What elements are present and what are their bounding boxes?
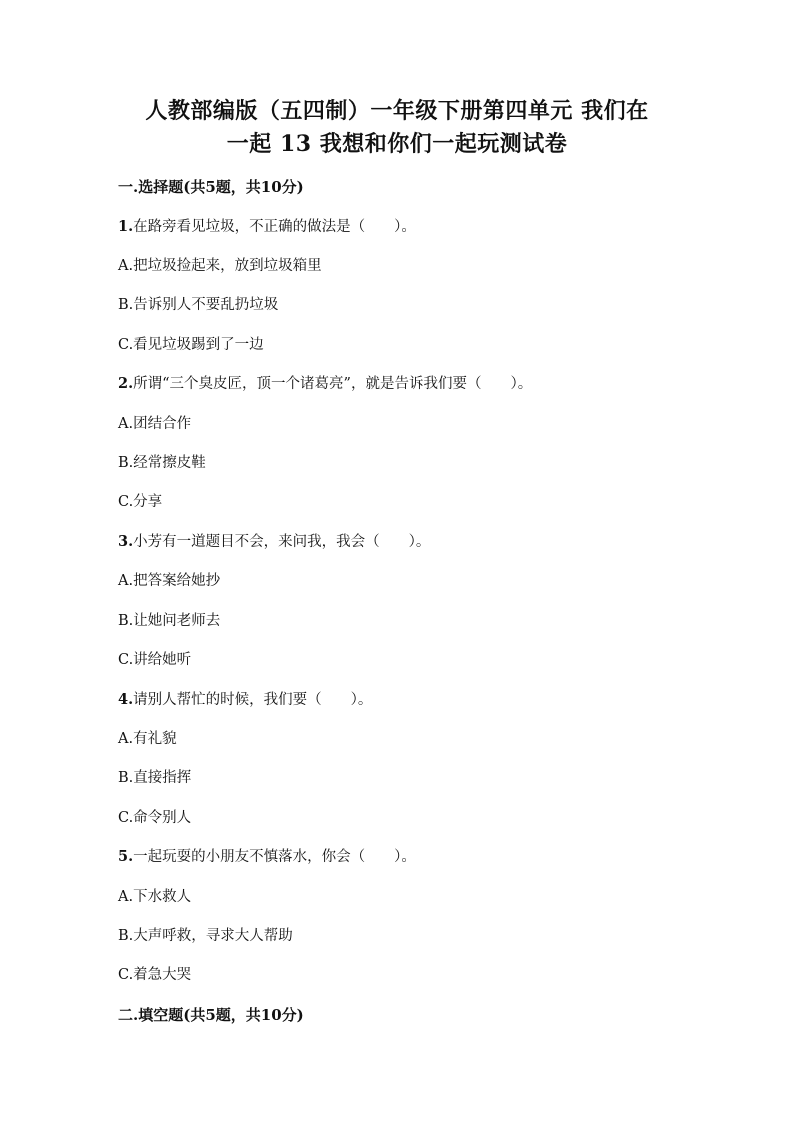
question-4-option-b: B.直接指挥	[118, 770, 192, 786]
question-4	[118, 690, 372, 710]
question-4-option-a: A.有礼貌	[118, 731, 177, 747]
question-text: 请别人帮忙的时候，我们要（ ）。	[133, 692, 373, 708]
section-heading-multiple-choice: 一.选择题(共5题，共10分)	[118, 178, 304, 196]
question-5-option-a: A.下水救人	[118, 889, 192, 905]
question-2-option-a: A.团结合作	[118, 416, 192, 432]
question-3-option-b: B.让她问老师去	[118, 613, 221, 629]
document-title-line-1: 人教部编版（五四制）一年级下册第四单元 我们在	[145, 98, 649, 124]
question-1-option-a: A.把垃圾捡起来，放到垃圾箱里	[118, 258, 322, 274]
question-text: 在路旁看见垃圾，不正确的做法是（ ）。	[133, 219, 416, 235]
question-text: 所谓“三个臭皮匠，顶一个诸葛亮”，就是告诉我们要（ ）。	[133, 376, 533, 392]
question-number: 3.	[118, 533, 134, 550]
question-1-option-b: B.告诉别人不要乱扔垃圾	[118, 297, 279, 313]
question-1	[118, 217, 416, 237]
question-3-option-c: C.讲给她听	[118, 652, 192, 668]
section-heading-fill-in-blank: 二.填空题(共5题，共10分)	[118, 1006, 304, 1024]
question-4-option-c: C.命令别人	[118, 810, 192, 826]
question-text: 一起玩耍的小朋友不慎落水，你会（ ）。	[133, 849, 416, 865]
question-3	[118, 532, 430, 552]
question-number: 4.	[118, 691, 134, 708]
question-5	[118, 847, 416, 867]
document-title-line-2: 一起 13 我想和你们一起玩测试卷	[226, 131, 568, 157]
question-number: 2.	[118, 375, 134, 392]
question-1-option-c: C.看见垃圾踢到了一边	[118, 337, 264, 353]
question-3-option-a: A.把答案给她抄	[118, 573, 221, 589]
question-number: 1.	[118, 218, 134, 235]
question-2-option-c: C.分享	[118, 494, 163, 510]
question-text: 小芳有一道题目不会，来问我，我会（ ）。	[133, 534, 431, 550]
question-number: 5.	[118, 848, 134, 865]
question-2	[118, 374, 532, 394]
question-5-option-b: B.大声呼救，寻求大人帮助	[118, 928, 293, 944]
question-2-option-b: B.经常擦皮鞋	[118, 455, 206, 471]
question-5-option-c: C.着急大哭	[118, 967, 192, 983]
